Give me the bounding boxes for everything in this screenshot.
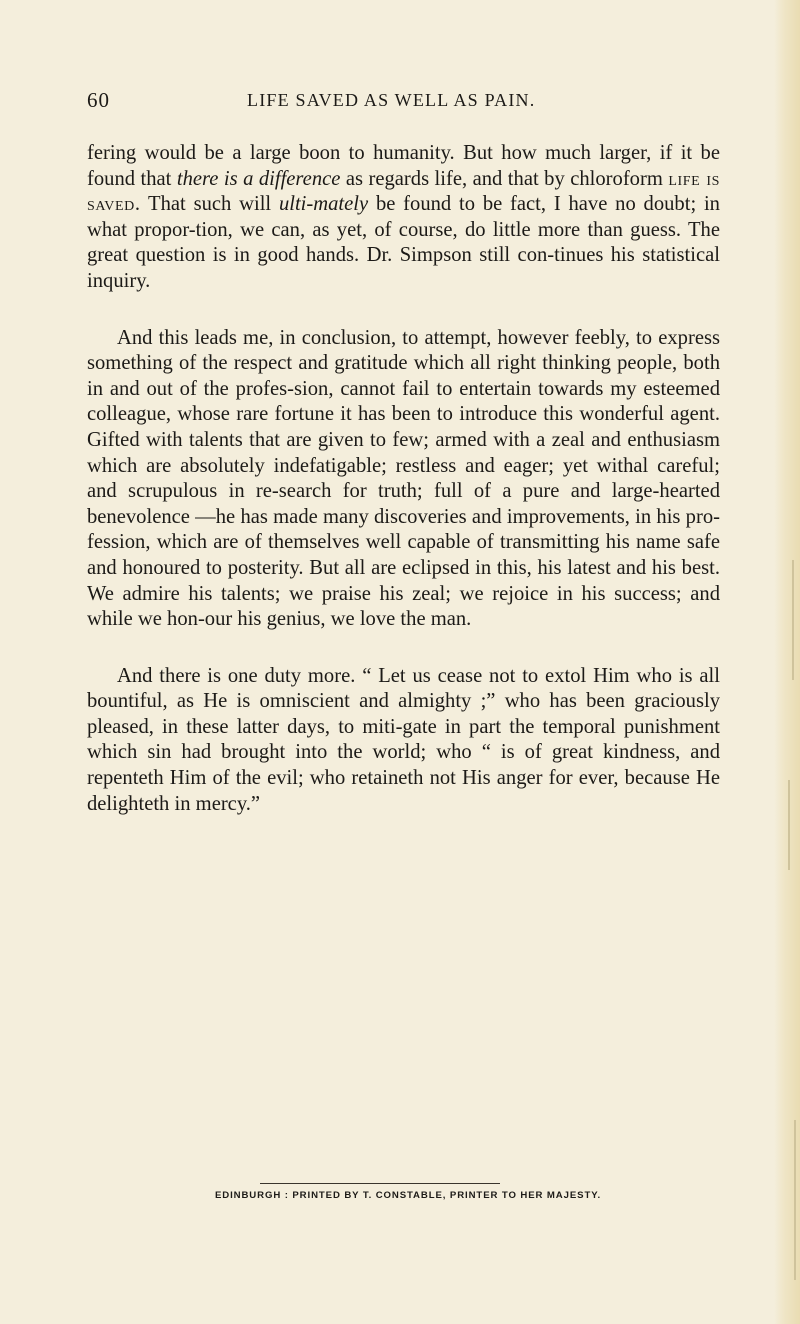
page-number: 60: [87, 88, 110, 112]
body-text: [87, 141, 720, 817]
page-header: [87, 88, 687, 118]
paragraph-conclusion: And this leads me, in conclusion, to attempt, however feebly, to express something of the respect and gratitude which all right thinking people, both in and out of the profes-sion, cannot fail to entertain towards my esteemed colleague, whose rare fortune it has been to introduce this wonderful agent. Gifted with talents that are given to few; armed with a zeal and enthusiasm which are absolutely indefatigable; restless and eager; yet withal careful; and scrupulous in re-search for truth; full of a pure and large-hearted benevolence —he has made many discoveries and improvements, in his pro-fession, which are of themselves well capable of transmitting his name safe and honoured to posterity. But all are eclipsed in this, his latest and his best. We admire his talents; we praise his zeal; we rejoice in his success; and while we hon-our his genius, we love the man.: [87, 326, 720, 631]
text-run: That such will: [140, 193, 279, 216]
text-run: as regards life, and that by chloroform: [340, 167, 669, 190]
small-caps-phrase: life is saved.: [87, 167, 720, 216]
page-edge-mark: [794, 1120, 796, 1280]
page-edge-mark: [788, 780, 790, 870]
running-head: LIFE SAVED AS WELL AS PAIN.: [247, 90, 536, 110]
italic-phrase: there is a difference: [176, 167, 341, 190]
paragraph-continued: [87, 141, 720, 295]
text-run: fering would be a large boon to humanity. But how much larger, if it be found that: [87, 142, 720, 190]
footer-rule: [260, 1183, 500, 1184]
page-edge-mark: [792, 560, 794, 680]
printer-imprint: EDINBURGH : PRINTED BY T. CONSTABLE, PRINTER TO HER MAJESTY.: [214, 1190, 602, 1201]
italic-word: ulti-mately: [278, 193, 369, 216]
text-run: be found to be fact, I have no doubt; in what propor-tion, we can, as yet, of course, do little more than guess. The great question is in good hands. Dr. Simpson still con-tinues his statistical inquiry.: [87, 193, 720, 292]
page-edge-shadow: [774, 0, 800, 1324]
paragraph-final-duty: And there is one duty more. “ Let us cease not to extol Him who is all bountiful, as He is omniscient and almighty ;” who has been graciously pleased, in these latter days, to miti-gate in part the temporal punishment which sin had brought into the world; who “ is of great kindness, and repenteth Him of the evil; who retaineth not His anger for ever, because He delighteth in mercy.”: [87, 664, 720, 815]
